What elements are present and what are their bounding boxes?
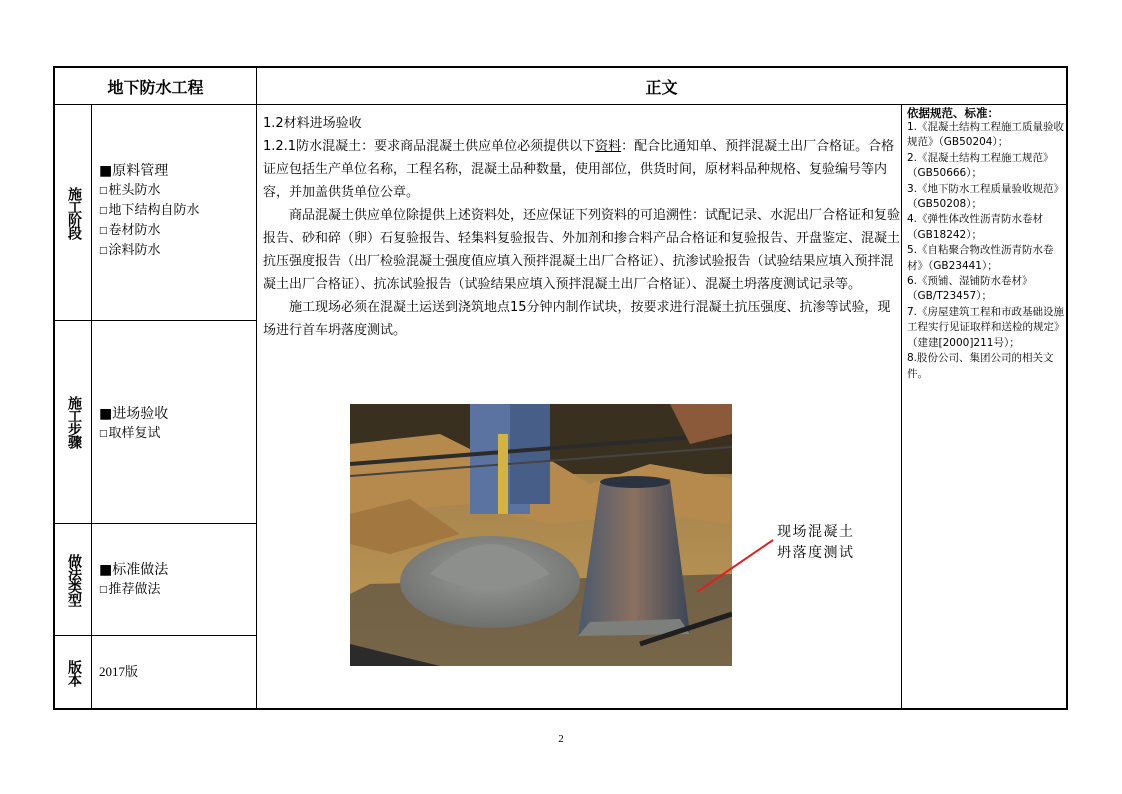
reference-item: 2.《混凝土结构工程施工规范》（GB50666）； [907, 151, 1054, 180]
main-content [263, 112, 903, 342]
version-value: 2017版 [99, 664, 139, 679]
document-link[interactable]: 资料 [595, 139, 622, 154]
paragraph-1: 1.2.1防水混凝土：要求商品混凝土供应单位必须提供以下资料：配合比通知单、预拌混凝土出厂合格证。合格证应包括生产单位名称，工程名称，混凝土品种数量，使用部位，供货时间，原材料品种规格、复验编号等内容，并加盖供货单位公章。 [263, 139, 895, 200]
construction-phase-options [99, 161, 257, 261]
stage-label-version: 版本 [66, 660, 82, 686]
option[interactable]: □推荐做法 [99, 582, 161, 597]
option-selected[interactable]: ■原料管理 [99, 163, 169, 179]
paragraph-3: 施工现场必须在混凝土运送到浇筑地点15分钟内制作试块，按要求进行混凝土抗压强度、抗渗等试验，现场进行首车坍落度测试。 [263, 300, 891, 338]
reference-item: 7.《房屋建筑工程和市政基础设施工程实行见证取样和送检的规定》（建建[2000]211号）； [907, 305, 1065, 349]
references-panel [907, 104, 1065, 382]
option-selected[interactable]: ■进场验收 [99, 406, 169, 422]
option[interactable]: □涂料防水 [99, 243, 161, 258]
stage-label-construction-phase: 施工阶段 [66, 186, 82, 239]
checkbox-icon: □ [99, 186, 108, 196]
reference-item: 1.《混凝土结构工程施工质量验收规范》（GB50204）； [907, 121, 1065, 149]
checkbox-icon: □ [99, 246, 108, 256]
reference-item: 6.《预铺、湿铺防水卷材》（GB/T23457）； [907, 275, 1033, 303]
references-heading: 依据规范、标准： [907, 106, 999, 120]
checkbox-icon: □ [99, 226, 108, 236]
reference-item: 3.《地下防水工程质量验收规范》（GB50208）； [907, 182, 1065, 211]
reference-item: 8.股份公司、集团公司的相关文件。 [907, 352, 1054, 380]
paragraph-2: 商品混凝土供应单位除提供上述资料处，还应保证下列资料的可追溯性：试配记录、水泥出厂合格证和复验报告、砂和碎（卵）石复验报告、轻集料复验报告、外加剂和掺合料产品合格证和复验报告、开盘鉴定、混凝土抗压强度报告（出厂检验混凝土强度值应填入预拌混凝土出厂合格证）、抗渗试验报告（试验结果应填入预拌混凝土出厂合格证）、抗冻试验报告（试验结果应填入预拌混凝土出厂合格证）、混凝土坍落度测试记录等。 [263, 208, 901, 292]
checkbox-icon: □ [99, 585, 108, 595]
section-title: 1.2材料进场验收 [263, 116, 362, 131]
reference-item: 5.《自粘聚合物改性沥青防水卷材》（GB23441）； [907, 244, 1054, 272]
document-table [53, 66, 1068, 710]
page-number: 2 [558, 733, 564, 745]
checkbox-icon: □ [99, 429, 108, 439]
option-selected[interactable]: ■标准做法 [99, 562, 169, 578]
checkbox-icon: □ [99, 206, 108, 216]
callout-line [695, 538, 775, 594]
option[interactable]: □卷材防水 [99, 223, 161, 238]
method-type-options [99, 560, 257, 600]
main-header-title: 正文 [645, 77, 678, 97]
option[interactable]: □桩头防水 [99, 183, 161, 198]
reference-item: 4.《弹性体改性沥青防水卷材（GB18242）； [907, 213, 1044, 241]
stage-label-construction-step: 施工步骤 [66, 396, 82, 448]
construction-step-options [99, 404, 257, 444]
option[interactable]: □取样复试 [99, 426, 161, 441]
left-header-title: 地下防水工程 [107, 77, 204, 97]
option[interactable]: □地下结构自防水 [99, 203, 200, 218]
slump-test-photo [350, 404, 732, 666]
stage-label-method-type: 做法类型 [66, 553, 82, 606]
photo-caption: 现场混凝土 坍落度测试 [777, 524, 855, 561]
